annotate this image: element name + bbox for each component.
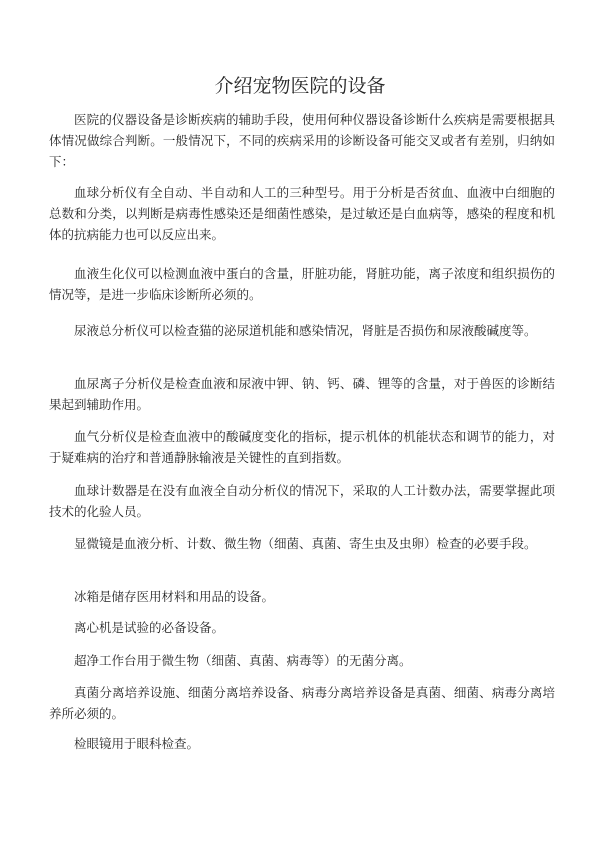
paragraph-ion-analyzer: 血尿离子分析仪是检查血液和尿液中钾、钠、钙、磷、锂等的含量，对于兽医的诊断结果起到辅助作用。 [49, 376, 555, 412]
paragraph-culture-equipment: 真菌分离培养设施、细菌分离培养设备、病毒分离培养设备是真菌、细菌、病毒分离培养所必须的。 [49, 685, 555, 721]
paragraph-cell-counter: 血球计数器是在没有血液全自动分析仪的情况下，采取的人工计数办法，需要掌握此项技术的化验人员。 [49, 483, 555, 519]
document-title: 介绍宠物医院的设备 [214, 75, 386, 97]
paragraph-intro: 医院的仪器设备是诊断疾病的辅助手段，使用何种仪器设备诊断什么疾病是需要根据具体情况做综合判断。一般情况下，不同的疾病采用的诊断设备可能交叉或者有差别，归纳如下： [49, 112, 555, 169]
paragraph-centrifuge: 离心机是试验的必备设备。 [74, 620, 225, 635]
paragraph-microscope: 显微镜是血液分析、计数、微生物（细菌、真菌、寄生虫及虫卵）检查的必要手段。 [74, 536, 537, 551]
paragraph-ophthalmoscope: 检眼镜用于眼科检查。 [74, 736, 200, 751]
paragraph-clean-bench: 超净工作台用于微生物（细菌、真菌、病毒等）的无菌分离。 [74, 653, 412, 668]
paragraph-refrigerator: 冰箱是储存医用材料和用品的设备。 [74, 589, 275, 604]
paragraph-blood-cell-analyzer: 血球分析仪有全自动、半自动和人工的三种型号。用于分析是否贫血、血液中白细胞的总数和分类，以判断是病毒性感染还是细菌性感染，是过敏还是白血病等，感染的程度和机体的抗病能力也可以反应出来。 [49, 185, 555, 242]
paragraph-urine-analyzer: 尿液总分析仪可以检查猫的泌尿道机能和感染情况，肾脏是否损伤和尿液酸碱度等。 [74, 323, 537, 338]
paragraph-biochemistry-analyzer: 血液生化仪可以检测血液中蛋白的含量，肝脏功能，肾脏功能，离子浓度和组织损伤的情况等，是进一步临床诊断所必须的。 [49, 266, 555, 302]
paragraph-blood-gas-analyzer: 血气分析仪是检查血液中的酸碱度变化的指标，提示机体的机能状态和调节的能力，对于疑难病的治疗和普通静脉输液是关键性的直到指数。 [49, 429, 555, 465]
